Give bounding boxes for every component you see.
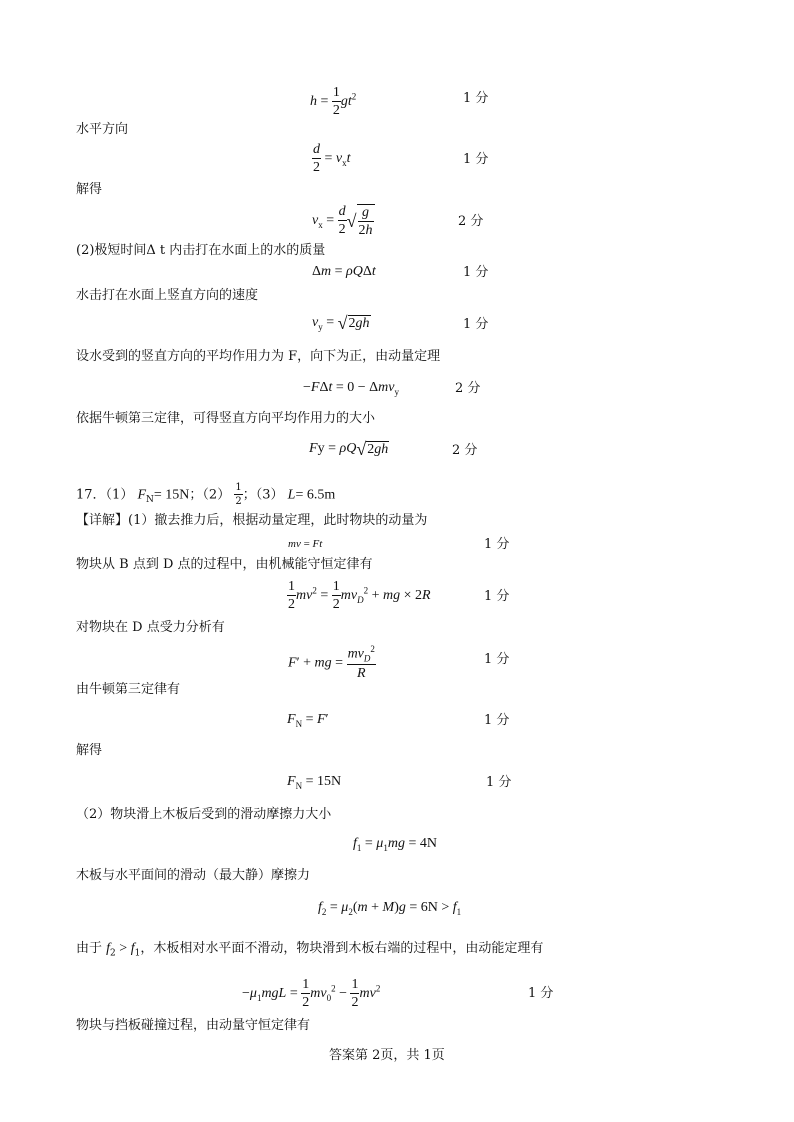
text-vertical-velocity: 水击打在水面上竖直方向的速度	[76, 288, 259, 303]
equation-normal-force-value: $F_N = 15N$	[287, 774, 342, 791]
text-since: 由于	[76, 941, 103, 956]
q17-part3: ；（3）	[242, 487, 284, 503]
text-solve-2: 解得	[76, 743, 103, 758]
text-momentum-theorem: 设水受到的竖直方向的平均作用力为 F，向下为正，由动量定理	[76, 349, 441, 364]
score-8: 1 分	[484, 537, 510, 552]
equation-mass: Δm = ρQΔt	[312, 264, 376, 279]
score-13: 1 分	[528, 986, 554, 1001]
equation-work-energy: $-\mu_1mgL$ = $\frac{1}{2}$ $mv_0^2$ − $\frac{1}{2}$ $mv^2$	[242, 977, 381, 1010]
equation-friction-2: $f_2 = \mu_2(m + M)g = 6N > f_1$	[318, 900, 462, 917]
q17-answer-line: 17．（1） $F_N= 15N$；（2） $\frac{1}{2}$ ；（3） L= 6.5m	[76, 482, 336, 507]
score-7: 2 分	[452, 443, 478, 458]
text-max-static-friction: 木板与水平面间的滑动（最大静）摩擦力	[76, 868, 311, 883]
equation-vx: $v_x$ = $\frac{d}{2}$ √ $\frac{g}{2h}$	[312, 204, 373, 238]
text-collision: 物块与挡板碰撞过程，由动量守恒定律有	[76, 1018, 311, 1033]
q17-answer-3: = 6.5m	[295, 487, 336, 503]
text-newton-third-2: 由牛顿第三定律有	[76, 682, 181, 697]
q17-answer-1: = 15N	[153, 487, 190, 503]
score-5: 1 分	[463, 317, 489, 332]
q17-number: 17．	[76, 487, 106, 503]
score-10: 1 分	[484, 652, 510, 667]
text-solve-1: 解得	[76, 182, 103, 197]
equation-force: Fy = ρQ√2gh	[309, 439, 389, 459]
text-newton-third: 依据牛顿第三定律，可得竖直方向平均作用力的大小	[76, 411, 376, 426]
score-12: 1 分	[486, 775, 512, 790]
text-detail-1: 【详解】(1）撤去推力后，根据动量定理，此时物块的动量为	[76, 513, 428, 528]
equation-mv: mv = Ft	[288, 538, 323, 550]
text-force-analysis: 对物块在 D 点受力分析有	[76, 620, 225, 635]
equation-centripetal: F′ + mg = $\frac{mv_D^2}{R}$	[288, 644, 375, 682]
text-part2: (2)极短时间Δ t 内击打在水面上的水的质量	[76, 243, 326, 258]
score-6: 2 分	[455, 381, 481, 396]
text-horizontal: 水平方向	[76, 122, 129, 137]
equation-impulse: −FΔt = 0 − Δmv$_y$	[303, 380, 399, 397]
text-since-line: 由于 $f_2 > f_1$，木板相对水平面不滑动，物块滑到木板右端的过程中，由动能定理有	[76, 941, 544, 959]
text-part2-friction: （2）物块滑上木板后受到的滑动摩擦力大小	[76, 807, 332, 822]
score-2: 1 分	[463, 152, 489, 167]
equation-normal-force: $F_N = F'$	[287, 712, 329, 729]
equation-energy: $\frac{1}{2}$ $mv^2$ = $\frac{1}{2}$ $mv_D^2$ + mg × 2R	[288, 579, 431, 612]
text-since-rest: ，木板相对水平面不滑动，物块滑到木板右端的过程中，由动能定理有	[140, 941, 544, 956]
equation-horizontal-distance: $\frac{d}{2}$ = $v_xt$	[313, 142, 351, 175]
equation-vy: $v_y = √2gh$	[312, 313, 370, 333]
text-energy-conservation: 物块从 B 点到 D 点的过程中，由机械能守恒定律有	[76, 557, 373, 572]
q17-part1: （1）	[105, 487, 134, 503]
equation-friction-1: $f_1 = \mu_1mg = 4N$	[353, 836, 437, 853]
score-9: 1 分	[484, 589, 510, 604]
score-4: 1 分	[463, 265, 489, 280]
equation-fall-height: h = $\frac{1}{2}$ $gt^2$	[310, 85, 357, 118]
score-11: 1 分	[484, 713, 510, 728]
q17-part2: ；（2）	[189, 487, 231, 503]
score-3: 2 分	[458, 214, 484, 229]
score-1: 1 分	[463, 91, 489, 106]
page-footer: 答案第 2页，共 1页	[329, 1048, 445, 1063]
